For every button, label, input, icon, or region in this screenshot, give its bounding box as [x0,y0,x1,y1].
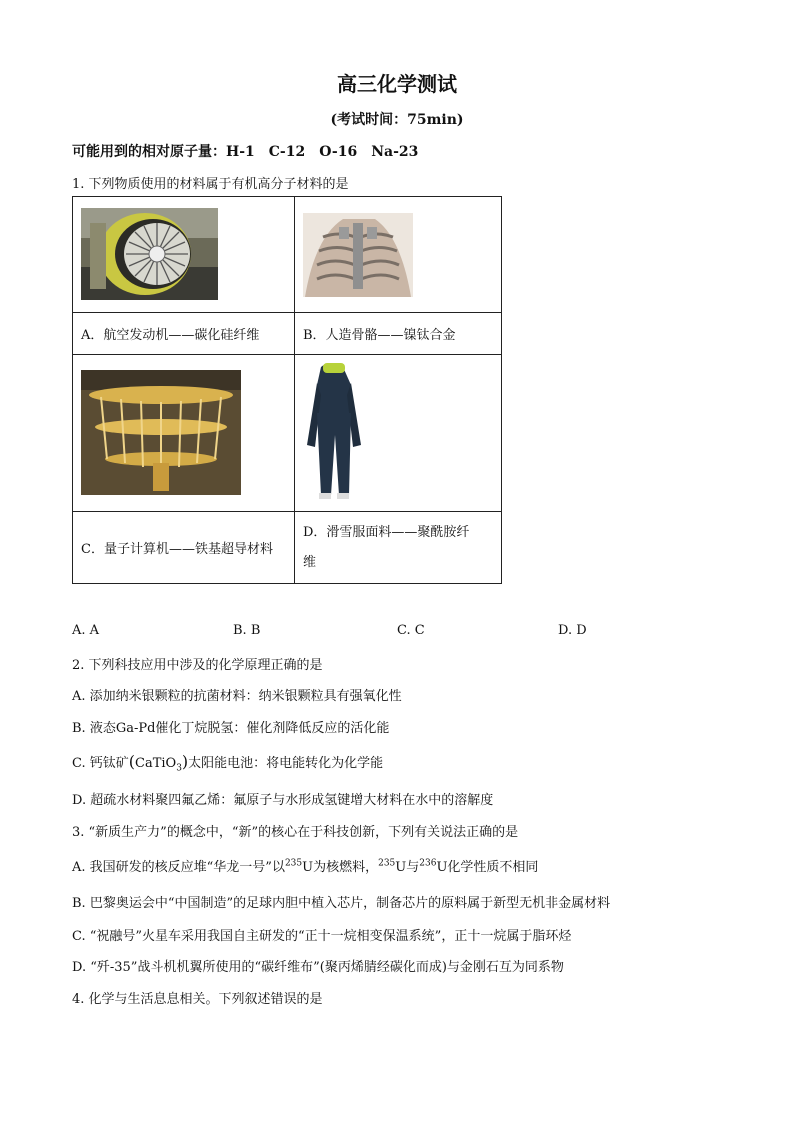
q2-option-c-subscript: 3 [176,763,182,774]
q2-option-a: A. 添加纳米银颗粒的抗菌材料：纳米银颗粒具有强氧化性 [72,689,402,704]
q3-option-d: D. “歼-35”战斗机机翼所使用的“碳纤维布”(聚丙烯腈经碳化而成)与金刚石互为同系物 [72,960,564,975]
q3-option-a-sup3: 236 [419,858,437,869]
q1-option-a: A．航空发动机——碳化硅纤维 [73,313,295,355]
q1-b-image-cell [295,197,502,313]
q3-option-a-sup1: 235 [284,858,303,869]
q2-option-b: B. 液态Ga-Pd催化丁烷脱氢：催化剂降低反应的活化能 [72,721,390,736]
q3-option-a-mid1: U为核燃料， [302,860,379,875]
q2-option-d: D. 超疏水材料聚四氟乙烯：氟原子与水形成氢键增大材料在水中的溶解度 [72,793,494,808]
exam-time: (考试时间：75min) [330,112,464,128]
q2-option-c [72,752,383,774]
q3-option-b: B. 巴黎奥运会中“中国制造”的足球内胆中植入芯片，制备芯片的原料属于新型无机非金属材料 [72,896,611,911]
q2-option-c-paren-close: ) [181,752,189,771]
q3-option-a [72,856,538,875]
q3-stem: 3. “新质生产力”的概念中，“新”的核心在于科技创新，下列有关说法正确的是 [72,825,519,840]
q1-option-d-line2: 维 [303,554,317,570]
q2-option-c-suffix: 太阳能电池：将电能转化为化学能 [188,756,384,771]
ski-suit-image [295,355,501,511]
q1-c-image-cell [73,355,295,512]
q1-a-image-cell [73,197,295,313]
q1-d-image-cell [295,355,502,512]
q1-answer-d: D. D [558,623,587,638]
q1-option-d-line1: D．滑雪服面料——聚酰胺纤 [303,524,470,540]
q1-option-b: B．人造骨骼——镍钛合金 [295,313,502,355]
q1-option-d [295,512,502,584]
atomic-masses: 可能用到的相对原子量：H-1 C-12 O-16 Na-23 [72,144,419,160]
page-title: 高三化学测试 [337,72,457,96]
q3-option-c: C. “祝融号”火星车采用我国自主研发的“正十一烷相变保温系统”，正十一烷属于脂环烃 [72,929,572,944]
quantum-computer-image [73,355,294,511]
q3-option-a-suffix: U化学性质不相同 [436,860,539,875]
q1-answer-c: C. C [397,623,425,638]
q1-option-c: C．量子计算机——铁基超导材料 [73,512,295,584]
q3-option-a-prefix: A. 我国研发的核反应堆“华龙一号”以 [72,860,285,875]
q3-option-a-sup2: 235 [378,858,396,869]
q1-answer-a: A. A [72,623,100,638]
q1-answer-b: B. B [233,623,261,638]
q1-options-table [72,196,502,584]
q2-option-c-prefix: C. 钙钛矿 [72,756,129,771]
q2-option-c-paren-open: ( [128,752,135,771]
q3-option-a-mid2: U与 [395,860,420,875]
artificial-ribcage-image [295,197,501,312]
q2-option-c-formula: CaTiO [135,756,177,771]
q4-stem: 4. 化学与生活息息相关。下列叙述错误的是 [72,992,323,1007]
q2-stem: 2. 下列科技应用中涉及的化学原理正确的是 [72,658,323,673]
q1-stem: 1. 下列物质使用的材料属于有机高分子材料的是 [72,177,349,192]
jet-engine-image [73,197,294,312]
